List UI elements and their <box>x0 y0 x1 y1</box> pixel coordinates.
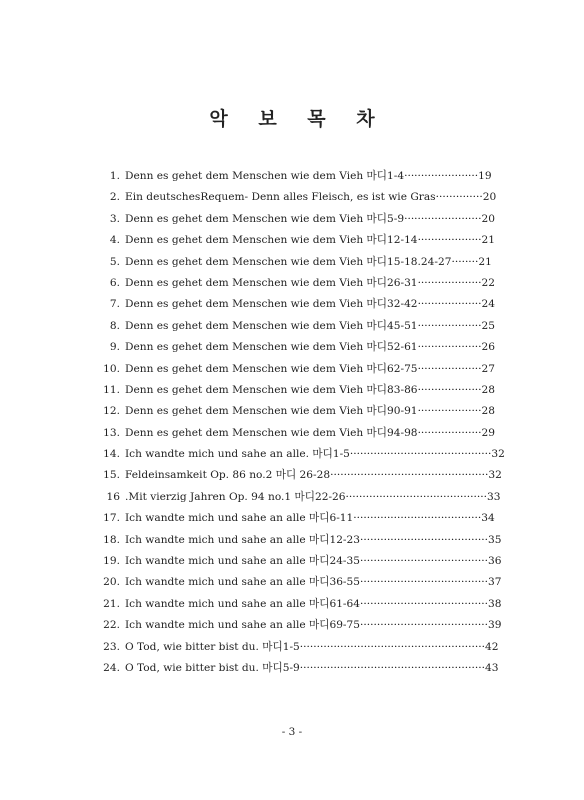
entry-number: 2. <box>109 191 120 204</box>
entry-number: 20. <box>103 576 120 589</box>
entry-title: Ich wandte mich und sahe an alle 마디12-23 <box>125 533 360 546</box>
entry-number: 23. <box>103 640 120 653</box>
entry-title: Ich wandte mich und sahe an alle 마디61-64 <box>125 597 360 610</box>
toc-entry <box>0 615 584 636</box>
toc-entry <box>0 423 584 444</box>
entry-title: Denn es gehet dem Menschen wie dem Vieh 마디45-51 <box>125 319 418 332</box>
entry-page: 22 <box>481 276 496 289</box>
entry-title: Denn es gehet dem Menschen wie dem Vieh 마디12-14 <box>125 234 418 247</box>
entry-page: 28 <box>481 405 496 418</box>
page-number: - 3 - <box>281 726 303 738</box>
toc-entry <box>0 487 584 508</box>
toc-entry <box>0 209 584 230</box>
toc-entry <box>0 658 584 679</box>
entry-page: 26 <box>481 341 496 354</box>
entry-number: 24. <box>103 661 120 674</box>
entry-page: 21 <box>481 234 496 247</box>
entry-number: 19. <box>103 555 120 568</box>
entry-title: Denn es gehet dem Menschen wie dem Vieh 마디62-75 <box>125 362 418 375</box>
dot-leader: ······································ <box>353 512 482 525</box>
toc-entry <box>0 530 584 551</box>
entry-title: O Tod, wie bitter bist du. 마디1-5 <box>125 640 300 653</box>
entry-page: 36 <box>487 555 502 568</box>
entry-number: 3. <box>109 212 120 225</box>
dot-leader: ··················· <box>417 234 482 247</box>
entry-title: Ich wandte mich und sahe an alle 마디69-75 <box>125 619 360 632</box>
entry-page: 29 <box>481 426 496 439</box>
entry-number: 13. <box>103 426 120 439</box>
entry-page: 19 <box>478 170 492 182</box>
dot-leader: ··················· <box>417 319 482 332</box>
dot-leader: ······································ <box>360 533 488 546</box>
entry-page: 38 <box>487 597 502 610</box>
entry-number: 14. <box>103 448 120 461</box>
dot-leader: ······················································· <box>299 640 485 653</box>
entry-number: 1. <box>109 170 120 182</box>
toc-entry <box>0 337 584 358</box>
entry-title: Denn es gehet dem Menschen wie dem Vieh 마디32-42 <box>125 298 418 311</box>
dot-leader: ······················· <box>404 212 482 225</box>
entry-page: 33 <box>486 490 501 503</box>
entry-title: Denn es gehet dem Menschen wie dem Vieh 마디52-61 <box>125 341 418 354</box>
dot-leader: ······································ <box>360 555 488 568</box>
dot-leader: ······································ <box>360 597 488 610</box>
toc-entry <box>0 594 584 615</box>
entry-number: 11. <box>103 383 120 396</box>
entry-number: 12. <box>103 405 120 418</box>
entry-number: 22. <box>103 619 120 632</box>
toc-entry <box>0 444 584 465</box>
entry-page: 20 <box>482 191 497 204</box>
dot-leader: ······································ <box>360 619 488 632</box>
dot-leader: ··················· <box>417 383 482 396</box>
entry-page: 42 <box>484 640 499 653</box>
toc-entry <box>0 316 584 337</box>
entry-page: 32 <box>491 448 505 461</box>
toc-entry <box>0 551 584 572</box>
toc-entry <box>0 230 584 251</box>
entry-number: 5. <box>109 255 120 268</box>
toc-entry <box>0 637 584 658</box>
entry-number: 4. <box>109 234 120 247</box>
entry-page: 24 <box>481 298 496 311</box>
dot-leader: ·········································· <box>349 448 492 461</box>
entry-title: Feldeinsamkeit Op. 86 no.2 마디 26-28 <box>125 469 331 482</box>
dot-leader: ·············· <box>435 191 483 204</box>
entry-page: 20 <box>481 212 496 225</box>
dot-leader: ··················· <box>417 362 482 375</box>
dot-leader: ······································ <box>360 576 488 589</box>
dot-leader: ······················································· <box>299 661 485 674</box>
dot-leader: ·········································· <box>345 490 487 503</box>
toc-entry <box>0 465 584 486</box>
toc-entry <box>0 273 584 294</box>
entry-page: 21 <box>478 255 492 268</box>
toc-entry <box>0 252 584 273</box>
entry-title: Denn es gehet dem Menschen wie dem Vieh 마디94-98 <box>125 426 418 439</box>
dot-leader: ········ <box>451 255 479 268</box>
entry-number: 7. <box>109 298 120 311</box>
entry-title: O Tod, wie bitter bist du. 마디5-9 <box>125 661 300 674</box>
entry-title: Ein deutschesRequem- Denn alles Fleisch, es ist wie Gras <box>125 191 436 204</box>
toc-entry <box>0 166 584 187</box>
toc-entry <box>0 359 584 380</box>
entry-page: 34 <box>481 512 495 525</box>
entry-number: 17. <box>103 512 120 525</box>
entry-number: 9. <box>109 341 120 354</box>
entry-title: Ich wandte mich und sahe an alle. 마디1-5 <box>125 448 350 461</box>
entry-page: 35 <box>487 533 502 546</box>
table-of-contents <box>0 166 584 679</box>
entry-title: Ich wandte mich und sahe an alle 마디36-55 <box>125 576 360 589</box>
entry-number: 10. <box>103 362 120 375</box>
entry-number: 18. <box>103 533 120 546</box>
entry-page: 39 <box>487 619 502 632</box>
entry-number: 21. <box>103 597 120 610</box>
entry-title: Ich wandte mich und sahe an alle 마디24-35 <box>125 555 360 568</box>
toc-entry <box>0 380 584 401</box>
toc-entry <box>0 572 584 593</box>
dot-leader: ··················· <box>417 405 482 418</box>
entry-page: 37 <box>487 576 502 589</box>
dot-leader: ··············································· <box>330 469 489 482</box>
entry-number: 15. <box>103 469 120 482</box>
toc-entry <box>0 187 584 208</box>
dot-leader: ··················· <box>417 341 482 354</box>
entry-title: Denn es gehet dem Menschen wie dem Vieh 마디5-9 <box>125 212 405 225</box>
dot-leader: ······················ <box>404 170 479 182</box>
entry-number: 16 <box>106 490 120 503</box>
toc-entry <box>0 508 584 529</box>
entry-page: 32 <box>488 469 502 482</box>
entry-number: 6. <box>109 276 120 289</box>
entry-title: Denn es gehet dem Menschen wie dem Vieh 마디15-18.24-27 <box>125 255 452 268</box>
toc-entry <box>0 401 584 422</box>
dot-leader: ··················· <box>417 426 482 439</box>
entry-page: 25 <box>481 319 496 332</box>
entry-title: Denn es gehet dem Menschen wie dem Vieh 마디90-91 <box>125 405 418 418</box>
page-title: 악 보 목 차 <box>209 108 387 130</box>
dot-leader: ··················· <box>417 298 482 311</box>
entry-title: Denn es gehet dem Menschen wie dem Vieh 마디1-4 <box>125 170 405 182</box>
entry-page: 27 <box>481 362 496 375</box>
dot-leader: ··················· <box>417 276 482 289</box>
entry-number: 8. <box>109 319 120 332</box>
entry-title: Denn es gehet dem Menschen wie dem Vieh 마디83-86 <box>125 383 418 396</box>
toc-entry <box>0 294 584 315</box>
entry-title: .Mit vierzig Jahren Op. 94 no.1 마디22-26 <box>125 490 346 503</box>
entry-title: Denn es gehet dem Menschen wie dem Vieh 마디26-31 <box>125 276 418 289</box>
entry-title: Ich wandte mich und sahe an alle 마디6-11 <box>125 512 354 525</box>
entry-page: 28 <box>481 383 496 396</box>
entry-page: 43 <box>484 661 499 674</box>
